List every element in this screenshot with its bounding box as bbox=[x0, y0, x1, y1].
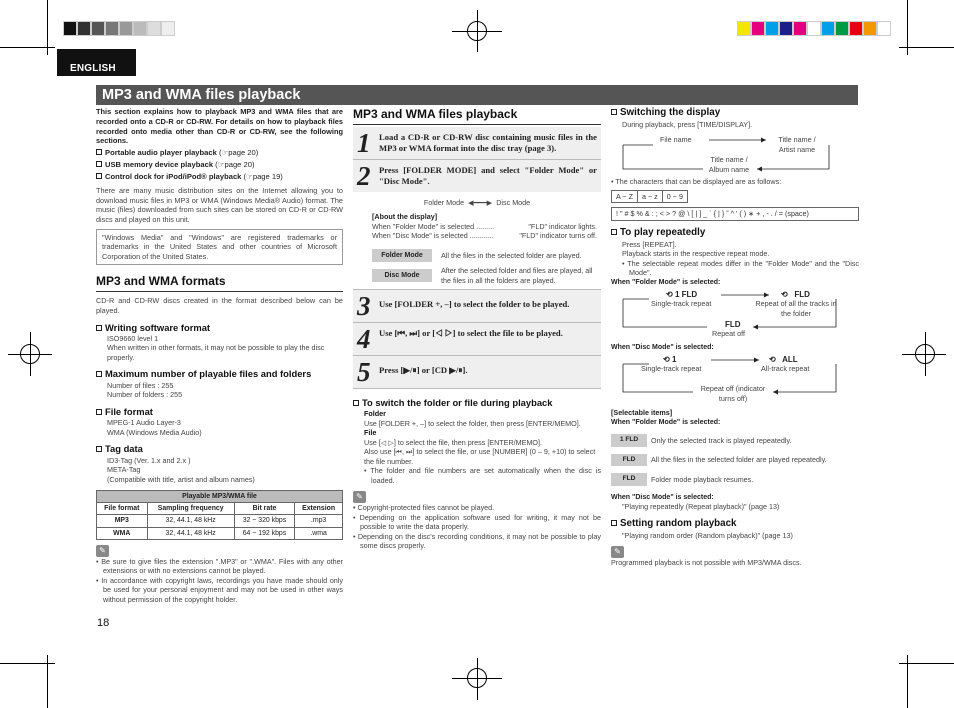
distribution-paragraph: There are many music distribution sites on the Internet allowing you to download music files in MP3 or WMA (Windows Media® Audio) format. The music (files) downloaded from such sites can be stored on CD-R or CD-RW discs and played on this unit. bbox=[96, 186, 343, 224]
related-link-ref: (☞page 20) bbox=[216, 148, 259, 158]
display-cycle-diagram bbox=[611, 133, 859, 177]
checkbox-icon bbox=[96, 161, 102, 167]
step-5: 5 Press [▶/⏸] or [CD ▶/⏸]. bbox=[353, 356, 601, 389]
fm-cycle-arrows bbox=[611, 287, 851, 343]
related-link bbox=[96, 160, 343, 170]
format-item-line: ISO9660 level 1 bbox=[107, 333, 159, 343]
step-3-text: Use [FOLDER +, –] to select the folder to be played. bbox=[379, 299, 570, 310]
table-row bbox=[97, 527, 343, 539]
step-1-text: Load a CD-R or CD-RW disc containing music files in the MP3 or WMA format into the disc tray (page 3). bbox=[379, 131, 597, 154]
selectable-row bbox=[611, 434, 859, 447]
table-cell: 32, 44.1, 48 kHz bbox=[147, 527, 234, 539]
diagram-title-artist: Title name / Artist name bbox=[778, 135, 816, 154]
repeat-starts: Playback starts in the respective repeat mode. bbox=[622, 249, 770, 259]
related-links bbox=[96, 148, 343, 182]
chars-table-2 bbox=[611, 207, 859, 221]
language-tab: ENGLISH bbox=[57, 49, 136, 76]
switch-line-text: Also use [⏮, ⏭] to select the file, or use [NUMBER] (0 – 9, +10) to select the file number. bbox=[364, 447, 596, 466]
selectable-desc: All the files in the selected folder are played repeatedly. bbox=[651, 455, 827, 465]
gray-swatch bbox=[161, 21, 175, 36]
chars-cell: A ~ Z bbox=[612, 190, 638, 203]
selectable-row bbox=[611, 473, 859, 486]
table-cell: MP3 bbox=[97, 515, 148, 527]
switch-bullet: • The folder and file numbers are set automatically when the disc is loaded. bbox=[364, 466, 601, 485]
switch-display-heading: Switching the display bbox=[611, 107, 859, 120]
gray-swatch bbox=[133, 21, 147, 36]
repeat-one-icon: ⟲ bbox=[663, 355, 670, 365]
chars-symbols: ! " # $ % & : ; < > ? @ \ [ | ] _ ` { | } ˜ ^ ' ( ) ∗ + , - . / = (space) bbox=[612, 208, 859, 221]
random-heading: Setting random playback bbox=[611, 518, 859, 531]
dm-cycle-arrows bbox=[611, 352, 851, 408]
format-item-title bbox=[96, 322, 343, 334]
note-item: • In accordance with copyright laws, recordings you have made should only be used for your personal enjoyment and may not be used in other ways without permission of the copyright holder. bbox=[96, 576, 343, 605]
format-item-title-text: Tag data bbox=[105, 443, 143, 455]
selectable-chip: FLD bbox=[611, 454, 647, 467]
format-item-line: META-Tag bbox=[107, 465, 141, 475]
formats-heading: MP3 and WMA formats bbox=[96, 274, 343, 292]
related-link-label: USB memory device playback bbox=[105, 160, 214, 170]
checkbox-icon bbox=[96, 409, 102, 415]
mode-desc-row bbox=[372, 249, 597, 262]
about-value: "FLD" indicator lights. bbox=[528, 221, 597, 231]
table-cell: 32, 44.1, 48 kHz bbox=[147, 515, 234, 527]
color-swatch bbox=[779, 21, 793, 36]
selectable-desc: Folder mode playback resumes. bbox=[651, 475, 754, 485]
fm-folder-label: ⟲ FLD bbox=[781, 290, 810, 300]
note-item: • Copyright-protected files cannot be played. bbox=[353, 503, 601, 513]
middle-notes bbox=[353, 503, 601, 551]
note-pencil-icon: ✎ bbox=[353, 491, 366, 503]
step-4: 4 Use [⏮, ⏭] or [◁ ▷] to select the file to be played. bbox=[353, 323, 601, 356]
mode-desc-text: All the files in the selected folder are played. bbox=[441, 250, 582, 260]
chars-cell: a ~ z bbox=[637, 190, 662, 203]
step-5-text: Press [▶/⏸] or [CD ▶/⏸]. bbox=[379, 365, 468, 376]
color-swatch bbox=[751, 21, 765, 36]
selectable-chip: 1 FLD bbox=[611, 434, 647, 447]
about-display-rows bbox=[357, 222, 597, 241]
switch-line-label: Folder bbox=[364, 409, 386, 419]
selectable-dm-label: When "Disc Mode" is selected: bbox=[611, 494, 714, 502]
dm-off-desc: Repeat off (indicator turns off) bbox=[700, 384, 766, 403]
related-link-label: Control dock for iPod/iPod® playback bbox=[105, 172, 242, 182]
diagram-title-album: Title name / Album name bbox=[708, 155, 750, 174]
toggle-arrow-icon: ◀━━━▶ bbox=[468, 197, 493, 207]
playable-file-table bbox=[96, 490, 343, 539]
disc-mode-repeat-diagram bbox=[611, 352, 859, 408]
repeat-press: Press [REPEAT]. bbox=[622, 239, 677, 249]
related-link bbox=[96, 172, 343, 182]
selectable-desc: Only the selected track is played repeatedly. bbox=[651, 435, 792, 445]
color-swatch bbox=[807, 21, 821, 36]
chars-note-list bbox=[611, 177, 859, 187]
table-cell: .mp3 bbox=[295, 515, 343, 527]
format-item-line: When written in other formats, it may not be possible to play the disc properly. bbox=[107, 343, 325, 362]
fm-off-desc: Repeat off bbox=[712, 329, 746, 339]
mode-tag: Disc Mode bbox=[372, 269, 432, 282]
color-swatch bbox=[737, 21, 751, 36]
about-display-title: [About the display] bbox=[372, 212, 438, 222]
mode-descriptions bbox=[357, 245, 597, 285]
switch-line-text: Use [◁ ▷] to select the file, then press [ENTER/MEMO]. bbox=[364, 437, 543, 447]
selectable-fm-label: When "Folder Mode" is selected: bbox=[611, 418, 721, 426]
dm-all-label: ⟲ ALL bbox=[769, 355, 798, 365]
fm-off-label: FLD bbox=[725, 320, 741, 330]
checkbox-icon bbox=[96, 446, 102, 452]
trademark-box: "Windows Media" and "Windows" are registered trademarks or trademarks in the United States and other countries of Microsoft Corporation of the United States. bbox=[96, 229, 343, 266]
fm-selected-label: When "Folder Mode" is selected: bbox=[611, 278, 721, 286]
note-item: • Depending on the disc's recording conditions, it may not be possible to play some discs properly. bbox=[353, 532, 601, 551]
note-item: • Depending on the application software used for writing, it may not be possible to write the data properly. bbox=[353, 513, 601, 532]
related-link-label: Portable audio player playback bbox=[105, 148, 217, 158]
repeat-icon: ⟲ bbox=[769, 355, 776, 365]
color-swatch bbox=[793, 21, 807, 36]
repeat-one-icon: ⟲ bbox=[666, 290, 673, 300]
right-column bbox=[611, 107, 859, 568]
gray-swatch bbox=[77, 21, 91, 36]
switch-line-text: Use [FOLDER +, –] to select the folder, then press [ENTER/MEMO]. bbox=[364, 418, 581, 428]
fm-single-desc: Single-track repeat bbox=[651, 299, 712, 309]
playback-heading: MP3 and WMA files playback bbox=[353, 107, 601, 125]
color-swatch bbox=[877, 21, 891, 36]
repeat-bullet: • The selectable repeat modes differ in the "Folder Mode" and the "Disc Mode". bbox=[622, 259, 859, 278]
format-item-line: (Compatible with title, artist and album names) bbox=[107, 474, 255, 484]
table-header: Extension bbox=[295, 503, 343, 515]
format-item-line: Number of folders : 255 bbox=[107, 390, 183, 400]
chars-cell: 0 ~ 9 bbox=[662, 190, 687, 203]
color-swatch bbox=[849, 21, 863, 36]
selectable-title: [Selectable items] bbox=[611, 408, 673, 418]
folder-mode-label: Folder Mode bbox=[423, 197, 465, 207]
about-row bbox=[372, 222, 597, 232]
left-notes bbox=[96, 557, 343, 605]
diagram-arrows bbox=[611, 133, 851, 177]
random-desc: "Playing random order (Random playback)" (page 13) bbox=[622, 530, 793, 540]
selectable-chip: FLD bbox=[611, 473, 647, 486]
format-item-title bbox=[96, 368, 343, 380]
diagram-file-name: File name bbox=[660, 135, 692, 145]
formats-intro: CD-R and CD-RW discs created in the format described below can be played. bbox=[96, 296, 343, 315]
format-item-title-text: File format bbox=[105, 405, 153, 417]
dm-single-desc: Single-track repeat bbox=[641, 364, 702, 374]
chars-note: • The characters that can be displayed are as follows: bbox=[611, 177, 859, 187]
format-items bbox=[96, 322, 343, 485]
about-value: "FLD" indicator turns off. bbox=[519, 231, 597, 241]
folder-mode-repeat-diagram bbox=[611, 287, 859, 343]
table-row bbox=[97, 515, 343, 527]
switch-line bbox=[364, 447, 601, 466]
fm-folder-desc: Repeat of all the tracks in the folder bbox=[755, 299, 837, 318]
gray-swatch bbox=[105, 21, 119, 36]
intro-text: This section explains how to playback MP3 and WMA files that are recorded onto a CD-R or CD-RW. For details on how to playback files recorded onto media other than CD-R or CD-RW, see the following sections. bbox=[96, 107, 343, 146]
left-column bbox=[96, 107, 343, 604]
checkbox-icon bbox=[96, 149, 102, 155]
about-key: When "Folder Mode" is selected ......... bbox=[372, 221, 495, 231]
dm-single-label: ⟲ 1 bbox=[663, 355, 677, 365]
step-2: 2 Press [FOLDER MODE] and select "Folder Mode" or "Disc Mode". Folder Mode ◀━━━▶ Disc Mode [About the display] When "Folder Mode" is selected ......... "FLD" indicator lights. When "Disc Mode" is selected ............ "FLD" indicator turns off. Folder Mode All the files in the selected folder are played. Disc Mode After the selected folder and files are played, all the files in all the folders are played. bbox=[353, 160, 601, 290]
selectable-row bbox=[611, 454, 859, 467]
table-header: File format bbox=[97, 503, 148, 515]
switch-display-sub: During playback, press [TIME/DISPLAY]. bbox=[622, 119, 753, 129]
format-item-line: ID3-Tag (Ver. 1.x and 2.x ) bbox=[107, 455, 191, 465]
related-link-ref: (☞page 20) bbox=[213, 160, 255, 170]
repeat-icon: ⟲ bbox=[781, 290, 788, 300]
step-2-text: Press [FOLDER MODE] and select "Folder Mode" or "Disc Mode". bbox=[379, 164, 597, 187]
table-header: Bit rate bbox=[234, 503, 294, 515]
related-link bbox=[96, 148, 343, 158]
mode-desc-row bbox=[372, 266, 597, 285]
color-swatch bbox=[765, 21, 779, 36]
color-swatch bbox=[821, 21, 835, 36]
table-cell: WMA bbox=[97, 527, 148, 539]
middle-column bbox=[353, 107, 601, 551]
table-cell: 32 ~ 320 kbps bbox=[234, 515, 294, 527]
switch-instructions bbox=[353, 409, 601, 466]
switch-line bbox=[364, 438, 601, 448]
table-cell: .wma bbox=[295, 527, 343, 539]
color-swatch bbox=[835, 21, 849, 36]
note-item: • Be sure to give files the extension ".MP3" or ".WMA". Files with any other extensions or with no extensions cannot be played. bbox=[96, 557, 343, 576]
format-item-title bbox=[96, 406, 343, 418]
gray-swatch bbox=[147, 21, 161, 36]
format-item-title-text: Maximum number of playable files and folders bbox=[105, 368, 312, 380]
table-caption: Playable MP3/WMA file bbox=[97, 491, 343, 503]
dm-all-desc: All-track repeat bbox=[761, 364, 810, 374]
gray-swatch bbox=[63, 21, 77, 36]
checkbox-icon bbox=[96, 173, 102, 179]
note-pencil-icon: ✎ bbox=[611, 546, 624, 558]
chars-table-1 bbox=[611, 190, 688, 204]
repeat-bullets bbox=[611, 259, 859, 278]
note-pencil-icon: ✎ bbox=[96, 545, 109, 557]
page-number: 18 bbox=[97, 617, 110, 629]
checkbox-icon bbox=[96, 371, 102, 377]
gray-swatch bbox=[91, 21, 105, 36]
format-item-line: MPEG-1 Audio Layer-3 bbox=[107, 418, 181, 428]
format-item-line: WMA (Windows Media Audio) bbox=[107, 427, 202, 437]
fm-single-label: ⟲ 1 FLD bbox=[666, 290, 698, 300]
format-item-line: Number of files : 255 bbox=[107, 380, 174, 390]
selectable-dm-desc: "Playing repeatedly (Repeat playback)" (page 13) bbox=[622, 502, 780, 512]
step-4-text: Use [⏮, ⏭] or [◁ ▷] to select the file to be played. bbox=[379, 328, 563, 339]
color-swatch bbox=[863, 21, 877, 36]
format-item-title-text: Writing software format bbox=[105, 321, 211, 333]
gray-swatch bbox=[119, 21, 133, 36]
right-note: Programmed playback is not possible with MP3/WMA discs. bbox=[611, 558, 802, 568]
step-3: 3 Use [FOLDER +, –] to select the folder to be played. bbox=[353, 290, 601, 323]
step-1: 1 Load a CD-R or CD-RW disc containing music files in the MP3 or WMA format into the disc tray (page 3). bbox=[353, 127, 601, 160]
switch-bullet-list bbox=[353, 466, 601, 485]
switch-line bbox=[364, 409, 601, 419]
related-link-ref: (☞page 19) bbox=[241, 172, 283, 182]
about-key: When "Disc Mode" is selected ............ bbox=[372, 231, 494, 241]
disc-mode-label: Disc Mode bbox=[496, 197, 531, 207]
mode-tag: Folder Mode bbox=[372, 249, 432, 262]
dm-selected-label: When "Disc Mode" is selected: bbox=[611, 344, 714, 352]
switch-line-label: File bbox=[364, 428, 377, 438]
selectable-items bbox=[611, 434, 859, 486]
table-header: Sampling frequency bbox=[147, 503, 234, 515]
format-item-title bbox=[96, 443, 343, 455]
switch-line bbox=[364, 419, 601, 429]
page-title: MP3 and WMA files playback bbox=[96, 85, 858, 105]
mode-desc-text: After the selected folder and files are played, all the files in all the folders are played. bbox=[441, 266, 593, 285]
table-cell: 64 ~ 192 kbps bbox=[234, 527, 294, 539]
about-row bbox=[372, 231, 597, 241]
checkbox-icon bbox=[96, 325, 102, 331]
repeat-heading: To play repeatedly bbox=[611, 227, 859, 240]
switch-line bbox=[364, 428, 601, 438]
switch-heading: To switch the folder or file during playback bbox=[353, 397, 601, 409]
